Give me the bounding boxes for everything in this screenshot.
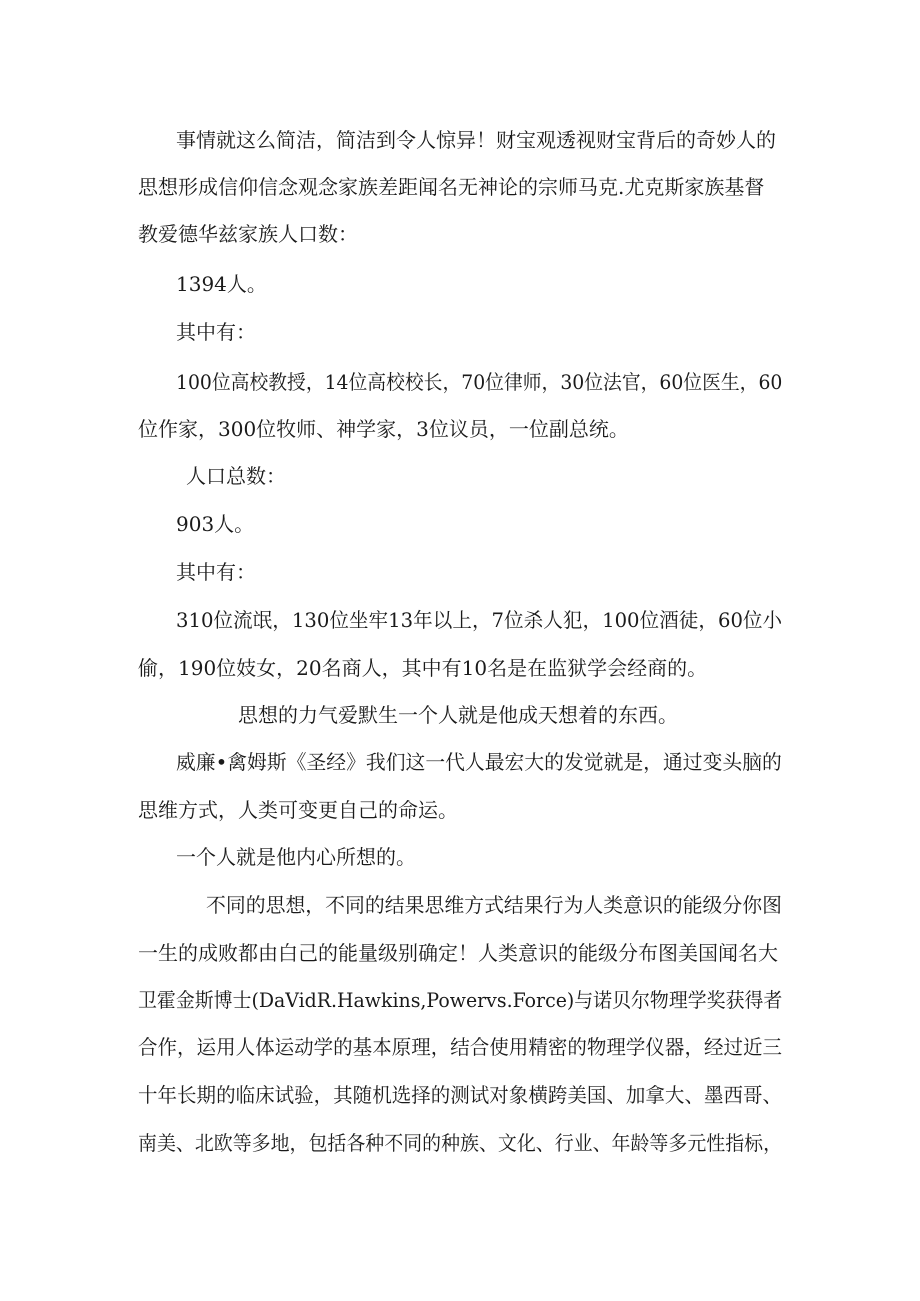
paragraph-line: 合作，运用人体运动学的基本原理，结合使用精密的物理学仪器，经过近三	[138, 1035, 783, 1059]
paragraph-line: 教爱德华兹家族人口数：	[138, 222, 358, 246]
paragraph-line: 位作家，300位牧师、神学家，3位议员，一位副总统。	[138, 417, 629, 441]
paragraph-line: 南美、北欧等多地，包括各种不同的种族、文化、行业、年龄等多元性指标，	[138, 1131, 783, 1155]
paragraph-line: 903人。	[176, 512, 255, 536]
paragraph-line: 威廉•禽姆斯《圣经》我们这一代人最宏大的发觉就是，通过变头脑的	[176, 750, 782, 774]
paragraph-line: 一个人就是他内心所想的。	[176, 845, 416, 869]
paragraph-line: 人口总数：	[186, 464, 286, 488]
paragraph-line: 其中有：	[176, 320, 256, 344]
paragraph-line: 一生的成败都由白己的能量级别确定！人类意识的能级分布图美国闻名大	[138, 941, 778, 965]
paragraph-line: 事情就这么简洁，简洁到令人惊异！财宝观透视财宝背后的奇妙人的	[176, 128, 776, 152]
paragraph-line: 思维方式，人类可变更自己的命运。	[138, 798, 458, 822]
paragraph-line: 不同的思想，不同的结果思维方式结果行为人类意识的能级分你图	[206, 893, 782, 917]
paragraph-line: 十年长期的临床试验，其随机选择的测试对象横跨美国、加拿大、墨西哥、	[138, 1083, 783, 1107]
paragraph-line: 偷，190位妓女，20名商人，其中有10名是在监狱学会经商的。	[138, 656, 708, 680]
paragraph-line: 思想的力气爱默生一个人就是他成天想着的东西。	[238, 703, 678, 727]
paragraph-line: 卫霍金斯博士(DaVidR.Hawkins,Powervs.Force)与诺贝尔物理学奖获得者	[138, 988, 783, 1012]
paragraph-line: 100位高校教授，14位高校校长，70位律师，30位法官，60位医生，60	[176, 370, 783, 394]
paragraph-line: 1394人。	[176, 272, 267, 296]
paragraph-line: 310位流氓，130位坐牢13年以上，7位杀人犯，100位酒徒，60位小	[176, 608, 783, 632]
paragraph-line: 思想形成信仰信念观念家族差距闻名无神论的宗师马克.尤克斯家族基督	[138, 175, 765, 199]
paragraph-line: 其中有：	[176, 560, 256, 584]
